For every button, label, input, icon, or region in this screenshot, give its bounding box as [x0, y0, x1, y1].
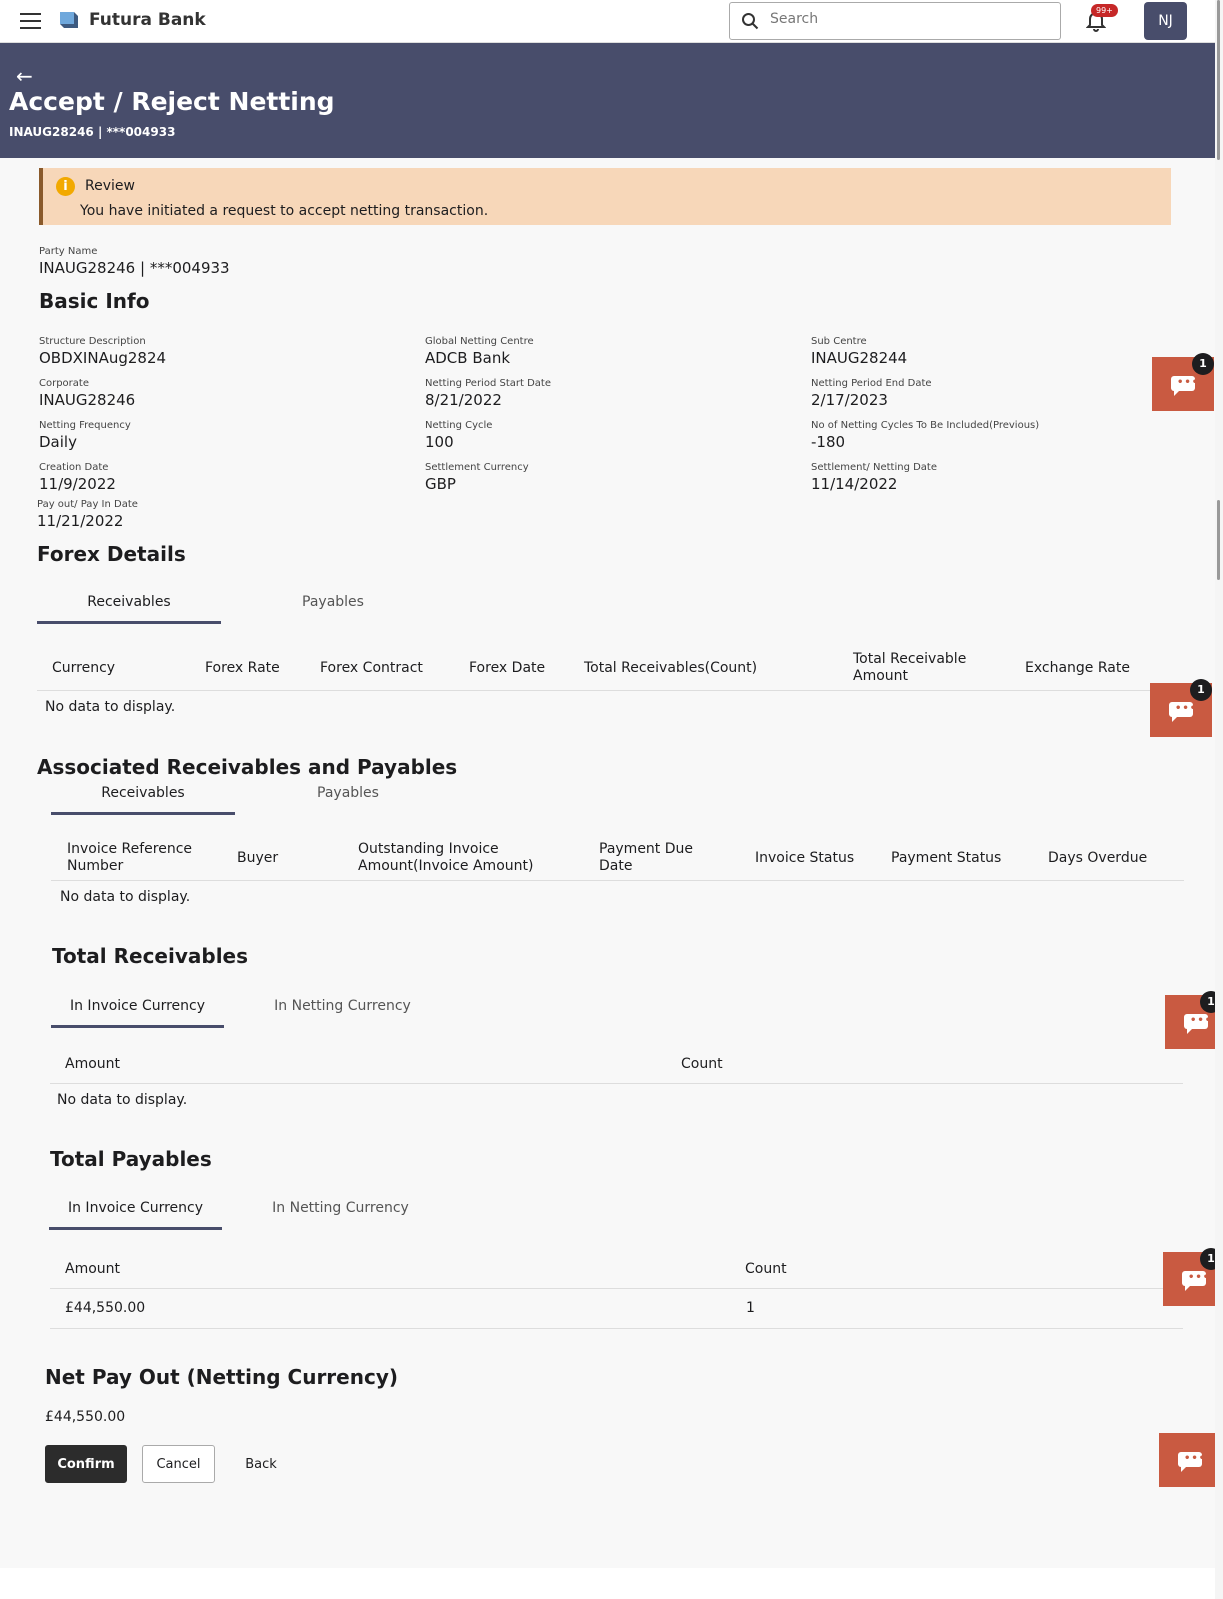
field-label: Structure Description	[39, 336, 146, 347]
column-header: Forex Date	[469, 660, 546, 676]
tab-forex-payables[interactable]: Payables	[302, 594, 364, 610]
chat-button[interactable]: •••	[1163, 1252, 1223, 1306]
chat-button[interactable]: •••	[1150, 683, 1212, 737]
net-payout-title: Net Pay Out (Netting Currency)	[45, 1365, 399, 1389]
associated-title: Associated Receivables and Payables	[37, 755, 458, 779]
total-receivables-title: Total Receivables	[52, 944, 249, 968]
confirm-button[interactable]: Confirm	[45, 1445, 127, 1483]
column-header: Payment Status	[891, 850, 1002, 866]
net-payout-value: £44,550.00	[45, 1409, 126, 1425]
chat-badge: 1	[1200, 1248, 1222, 1270]
column-header: Count	[745, 1261, 787, 1277]
field-label: Sub Centre	[811, 336, 867, 347]
field-label: Netting Period Start Date	[425, 378, 551, 389]
field-label: Pay out/ Pay In Date	[37, 499, 138, 510]
menu-icon[interactable]	[20, 13, 41, 29]
field-value: GBP	[425, 475, 456, 493]
column-header: Total Receivables(Count)	[584, 660, 758, 676]
column-header: Invoice Reference Number	[67, 841, 193, 874]
review-alert	[39, 168, 1171, 225]
bank-logo-icon	[58, 9, 80, 31]
chat-button[interactable]: •••	[1165, 995, 1223, 1049]
basic-info-title: Basic Info	[39, 289, 150, 313]
notifications-badge: 99+	[1091, 4, 1118, 17]
column-header: Currency	[52, 660, 116, 676]
tab-associated-receivables[interactable]: Receivables	[51, 785, 235, 815]
brand-name[interactable]: Futura Bank	[89, 10, 206, 30]
column-header: Forex Rate	[205, 660, 280, 676]
field-label: Netting Cycle	[425, 420, 493, 431]
tab-forex-receivables[interactable]: Receivables	[37, 594, 221, 624]
main-content	[0, 158, 1215, 1568]
chat-badge: 1	[1200, 991, 1222, 1013]
field-value: Daily	[39, 433, 77, 451]
alert-message: You have initiated a request to accept netting transaction.	[80, 203, 489, 219]
field-value: ADCB Bank	[425, 349, 511, 367]
column-header: Total Receivable Amount	[853, 651, 967, 684]
field-label: Settlement Currency	[425, 462, 529, 473]
chat-badge: 1	[1190, 679, 1212, 701]
scrollbar[interactable]	[1215, 0, 1223, 1599]
field-label: Creation Date	[39, 462, 109, 473]
field-value: INAUG28246	[39, 391, 136, 409]
tab-payables-invoice-currency[interactable]: In Invoice Currency	[49, 1200, 222, 1230]
field-value: 2/17/2023	[811, 391, 888, 409]
field-label: No of Netting Cycles To Be Included(Previous)	[811, 420, 1040, 431]
top-bar	[0, 0, 1215, 43]
party-name-label: Party Name	[39, 246, 98, 257]
info-icon: i	[56, 177, 75, 196]
back-arrow-icon[interactable]: ←	[16, 64, 33, 88]
column-header: Invoice Status	[755, 850, 855, 866]
cancel-button[interactable]: Cancel	[142, 1445, 215, 1483]
field-value: 11/14/2022	[811, 475, 898, 493]
payables-amount: £44,550.00	[65, 1300, 146, 1316]
field-value: OBDXINAug2824	[39, 349, 167, 367]
search-box[interactable]	[729, 2, 1061, 40]
field-label: Global Netting Centre	[425, 336, 534, 347]
total-payables-title: Total Payables	[50, 1147, 212, 1171]
field-label: Netting Period End Date	[811, 378, 932, 389]
column-header: Outstanding Invoice Amount(Invoice Amount)	[358, 841, 534, 874]
column-header: Forex Contract	[320, 660, 423, 676]
tab-receivables-netting-currency[interactable]: In Netting Currency	[274, 998, 411, 1014]
tab-associated-payables[interactable]: Payables	[317, 785, 379, 801]
chat-button[interactable]: •••	[1152, 357, 1214, 411]
field-value: -180	[811, 433, 846, 451]
column-header: Days Overdue	[1048, 850, 1148, 866]
empty-message: No data to display.	[45, 699, 176, 715]
empty-message: No data to display.	[60, 889, 191, 905]
scrollbar-thumb[interactable]	[1217, 500, 1220, 580]
column-header: Count	[681, 1056, 723, 1072]
party-name-value: INAUG28246 | ***004933	[39, 259, 230, 277]
field-label: Corporate	[39, 378, 89, 389]
avatar[interactable]: NJ	[1144, 2, 1187, 40]
column-header: Exchange Rate	[1025, 660, 1130, 676]
field-value: 8/21/2022	[425, 391, 502, 409]
page-title: Accept / Reject Netting	[9, 87, 335, 116]
field-value: 11/21/2022	[37, 512, 124, 530]
field-value: 11/9/2022	[39, 475, 116, 493]
empty-message: No data to display.	[57, 1092, 188, 1108]
field-value: 100	[425, 433, 454, 451]
page-header	[0, 43, 1215, 158]
search-input[interactable]	[770, 11, 1040, 27]
chat-button[interactable]: •••	[1159, 1433, 1221, 1487]
alert-title: Review	[85, 178, 135, 194]
column-header: Amount	[65, 1261, 121, 1277]
field-label: Netting Frequency	[39, 420, 131, 431]
page-subtitle: INAUG28246 | ***004933	[9, 125, 176, 139]
tab-receivables-invoice-currency[interactable]: In Invoice Currency	[51, 998, 224, 1028]
chat-badge: 1	[1192, 353, 1214, 375]
search-icon	[741, 12, 759, 30]
scrollbar-thumb[interactable]	[1217, 0, 1220, 160]
tab-payables-netting-currency[interactable]: In Netting Currency	[272, 1200, 409, 1216]
payables-count: 1	[746, 1300, 755, 1316]
field-value: INAUG28244	[811, 349, 908, 367]
column-header: Amount	[65, 1056, 121, 1072]
field-label: Settlement/ Netting Date	[811, 462, 937, 473]
back-button[interactable]: Back	[232, 1445, 290, 1483]
column-header: Buyer	[237, 850, 279, 866]
column-header: Payment Due Date	[599, 841, 694, 874]
forex-details-title: Forex Details	[37, 542, 186, 566]
